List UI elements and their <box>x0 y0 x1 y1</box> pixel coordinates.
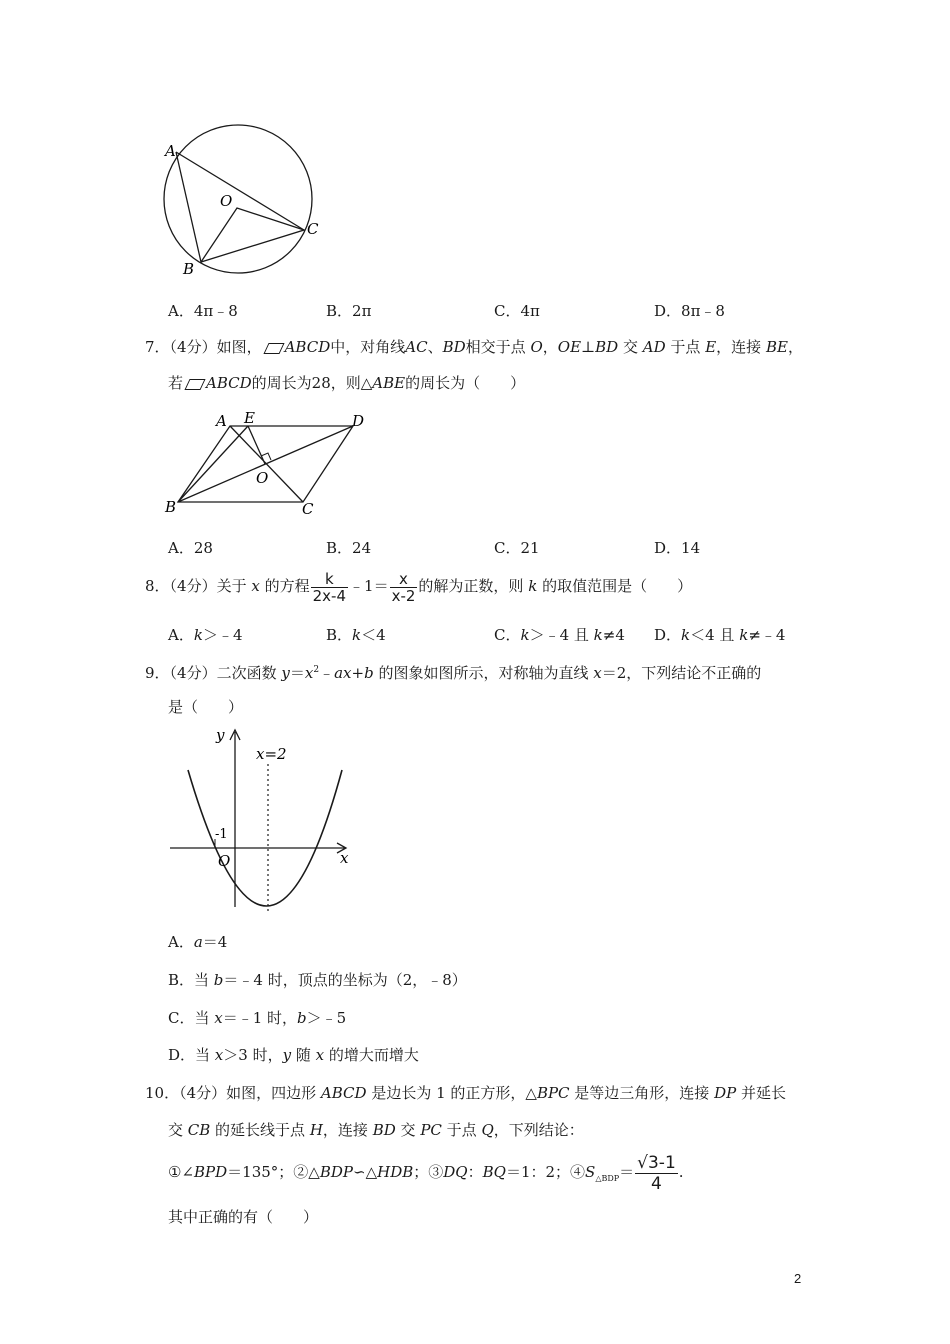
q6-option-c[interactable]: C．4π <box>494 302 540 320</box>
q10-stem-line4: 其中正确的有（ ） <box>168 1208 319 1226</box>
label-O: O <box>256 469 269 487</box>
q8-option-b[interactable]: B．k＜4 <box>326 626 386 644</box>
label-O: O <box>218 852 231 870</box>
label-neg1: -1 <box>215 827 228 842</box>
q6-option-d[interactable]: D．8π﹣8 <box>654 302 725 320</box>
q7-option-b[interactable]: B．24 <box>326 539 372 557</box>
label-B: B <box>165 498 177 516</box>
q9-stem-line2: 是（ ） <box>168 698 244 716</box>
q9-option-b[interactable]: B．当 b＝﹣4 时，顶点的坐标为（2，﹣8） <box>168 971 467 989</box>
q9-parabola-figure <box>160 722 360 922</box>
label-x: x <box>340 849 349 867</box>
label-A: A <box>165 142 176 160</box>
fraction-sqrt3-minus-1-over-4: $\frac{√3-1}{4}$ <box>637 1152 676 1194</box>
q7-option-a[interactable]: A．28 <box>168 539 213 557</box>
parallelogram-icon <box>184 379 205 390</box>
fraction-k-over-2x-4: $\frac{k}{2x-4}$ <box>312 569 347 605</box>
page-number: 2 <box>794 1271 802 1286</box>
label-O: O <box>220 192 233 210</box>
q10-stem-line3: ①∠BPD＝135°；②△BDP∽△HDB；③DQ：BQ＝1：2；$④S_{\triangle BDP}=$ $\frac{√3-1}{4}$ . <box>168 1152 684 1194</box>
q7-option-c[interactable]: C．21 <box>494 539 540 557</box>
parallelogram-icon <box>263 343 284 354</box>
q6-option-b[interactable]: B．2π <box>326 302 372 320</box>
parabola-curve <box>188 770 342 906</box>
q7-parallelogram-figure <box>160 408 375 520</box>
q7-stem-line2: 若 ABCD的周长为28，则△ABE的周长为（ ） <box>168 374 526 392</box>
fraction-x-over-x-2: $\frac{x}{x-2}$ <box>391 569 416 605</box>
label-y: y <box>216 726 225 744</box>
label-x-eq-2: x=2 <box>256 745 287 763</box>
q8-option-a[interactable]: A．k＞﹣4 <box>168 626 243 644</box>
label-B: B <box>183 260 195 278</box>
label-A: A <box>216 412 227 430</box>
label-C: C <box>307 220 319 238</box>
q7-stem-line1: 7．（4分）如图， ABCD中，对角线AC、BD相交于点 O，OE⊥BD 交 AD 于点 E，连接 BE， <box>145 338 803 356</box>
q9-option-c[interactable]: C．当 x＝﹣1 时，b＞﹣5 <box>168 1009 347 1027</box>
q6-circle-figure <box>155 118 335 278</box>
label-D: D <box>352 412 365 430</box>
q8-stem: 8．（4分）关于 x 的方程 $\frac{k}{2x-4}$ ﹣1＝ $\frac{x}{x-2}$ 的解为正数，则 k 的取值范围是（ ） <box>145 569 693 605</box>
q10-stem-line1: 10．（4分）如图，四边形 ABCD 是边长为 1 的正方形，△BPC 是等边三角形，连接 DP 并延长 <box>145 1084 786 1102</box>
label-C: C <box>302 500 314 518</box>
q9-option-d[interactable]: D．当 x＞3 时，y 随 x 的增大而增大 <box>168 1046 419 1064</box>
q9-option-a[interactable]: A．a＝4 <box>168 933 228 951</box>
q8-option-c[interactable]: C．k＞﹣4 且 k≠4 <box>494 626 625 644</box>
segment-be <box>178 426 248 502</box>
q9-stem-line1: 9．（4分）二次函数 $y=x^2﹣ax+b$ 的图象如图所示，对称轴为直线 x＝2，下列结论不正确的 <box>145 664 762 682</box>
triangle-abc <box>176 152 304 262</box>
q7-option-d[interactable]: D．14 <box>654 539 701 557</box>
q10-stem-line2: 交 CB 的延长线于点 H，连接 BD 交 PC 于点 Q，下列结论： <box>168 1121 584 1139</box>
q6-option-a[interactable]: A．4π﹣8 <box>168 302 238 320</box>
segment-eo <box>248 426 265 464</box>
q8-option-d[interactable]: D．k＜4 且 k≠﹣4 <box>654 626 786 644</box>
label-E: E <box>244 409 255 427</box>
